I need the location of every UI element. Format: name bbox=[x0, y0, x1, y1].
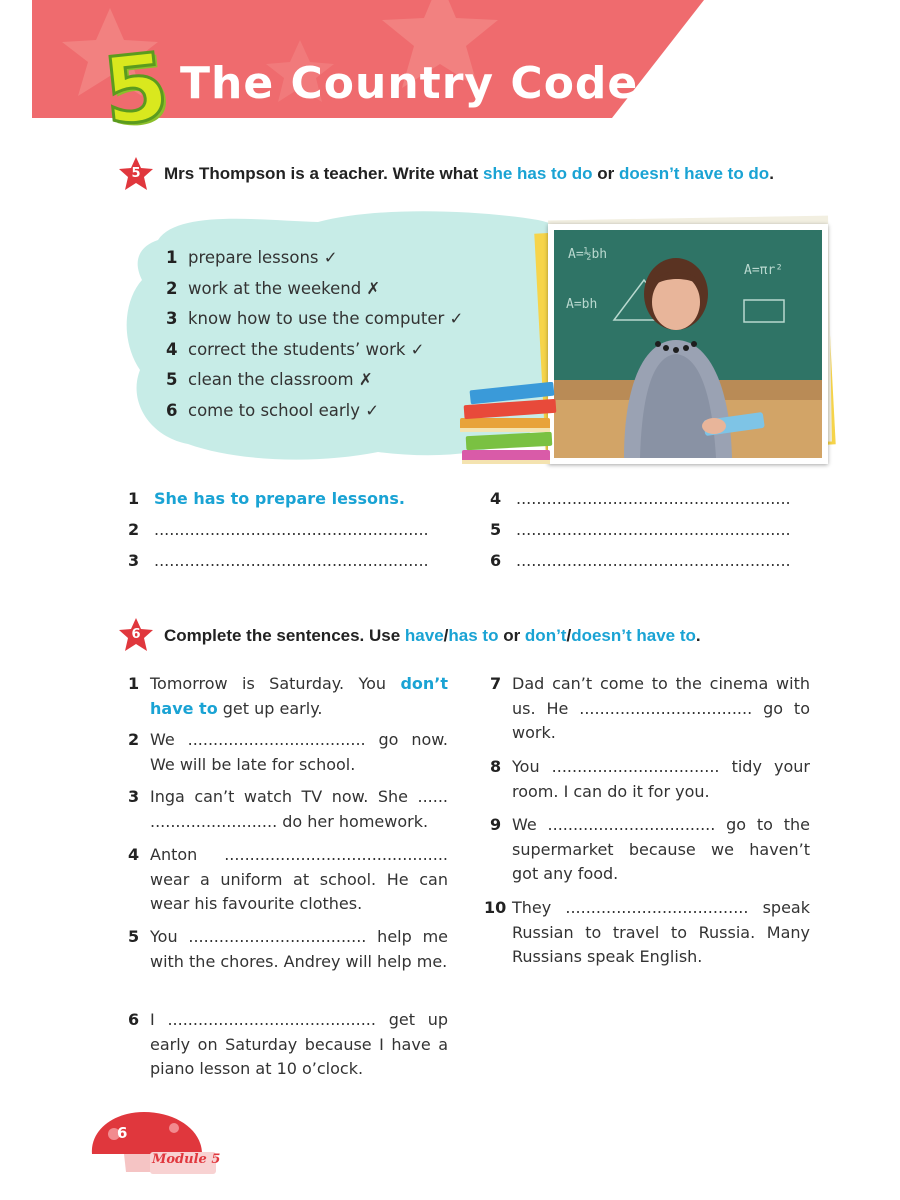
exercise-6-badge bbox=[118, 618, 154, 654]
answer-line[interactable]: 5 ...................................................... bbox=[490, 520, 791, 539]
exercise-5-badge bbox=[118, 157, 154, 193]
mushroom-icon bbox=[84, 1108, 224, 1178]
sentence-item[interactable]: 9 We ................................. go to the supermarket because we haven’t got any food. bbox=[490, 815, 810, 883]
task-item: 5 clean the classroom ✗ bbox=[166, 370, 373, 390]
sentence-item[interactable]: 7 Dad can’t come to the cinema with us. He .................................. go to work. bbox=[490, 674, 810, 742]
task-item: 1 prepare lessons ✓ bbox=[166, 248, 338, 267]
unit-number: 5 bbox=[98, 32, 174, 147]
sentence-item[interactable]: 2 We ................................... go now. We will be late for school. bbox=[128, 730, 448, 774]
answer-line[interactable]: 4 ...................................................... bbox=[490, 489, 791, 508]
answer-line[interactable]: 3 ...................................................... bbox=[128, 551, 429, 570]
svg-text:A=½bh: A=½bh bbox=[568, 247, 608, 262]
task-item: 6 come to school early ✓ bbox=[166, 400, 380, 420]
exercise-5-number: 5 bbox=[131, 166, 141, 181]
answer-line[interactable]: 2 ...................................................... bbox=[128, 520, 429, 539]
page-number: 6 bbox=[117, 1124, 128, 1142]
teacher-photo bbox=[548, 224, 828, 464]
header-banner bbox=[0, 0, 900, 147]
module-label: Module 5 bbox=[152, 1152, 221, 1167]
exercise-6-number: 6 bbox=[131, 627, 141, 642]
books-icon bbox=[456, 382, 566, 472]
answer-line: 1 She has to prepare lessons. bbox=[128, 489, 405, 508]
svg-text:A=bh: A=bh bbox=[566, 297, 598, 312]
svg-text:A=πr²: A=πr² bbox=[744, 263, 784, 278]
task-item: 2 work at the weekend ✗ bbox=[166, 278, 381, 298]
exercise-6-instruction: Complete the sentences. Use have/has to or don’t/doesn’t have to. bbox=[164, 626, 701, 645]
teacher-image bbox=[554, 230, 822, 458]
unit-title: The Country Code bbox=[180, 58, 639, 109]
sentence-item[interactable]: 8 You ................................. tidy your room. I can do it for you. bbox=[490, 757, 810, 801]
sentence-item[interactable]: 6 I ......................................... get up early on Saturday because I have a piano lesson at 10 o’clock. bbox=[128, 1010, 448, 1078]
sentence-item[interactable]: 4 Anton ............................................ wear a uniform at school. He can wear his favourite clothes. bbox=[128, 845, 448, 913]
task-item: 4 correct the students’ work ✓ bbox=[166, 339, 425, 359]
exercise-5-instruction: Mrs Thompson is a teacher. Write what she has to do or doesn’t have to do. bbox=[164, 164, 774, 183]
sentence-item[interactable]: 10 They .................................... speak Russian to travel to Russia. Many Russians speak English. bbox=[484, 898, 810, 966]
sentence-item[interactable]: 5 You ................................... help me with the chores. Andrey will help me. bbox=[128, 927, 448, 971]
answer-line[interactable]: 6 ...................................................... bbox=[490, 551, 791, 570]
sentence-item[interactable]: 3 Inga can’t watch TV now. She ...... ......................... do her homework. bbox=[128, 787, 448, 831]
task-list bbox=[166, 248, 463, 432]
task-item: 3 know how to use the computer ✓ bbox=[166, 309, 464, 329]
teacher-photo-frame bbox=[540, 218, 840, 468]
sentence-item: 1 Tomorrow is Saturday. You don’t have to get up early. bbox=[128, 674, 448, 718]
